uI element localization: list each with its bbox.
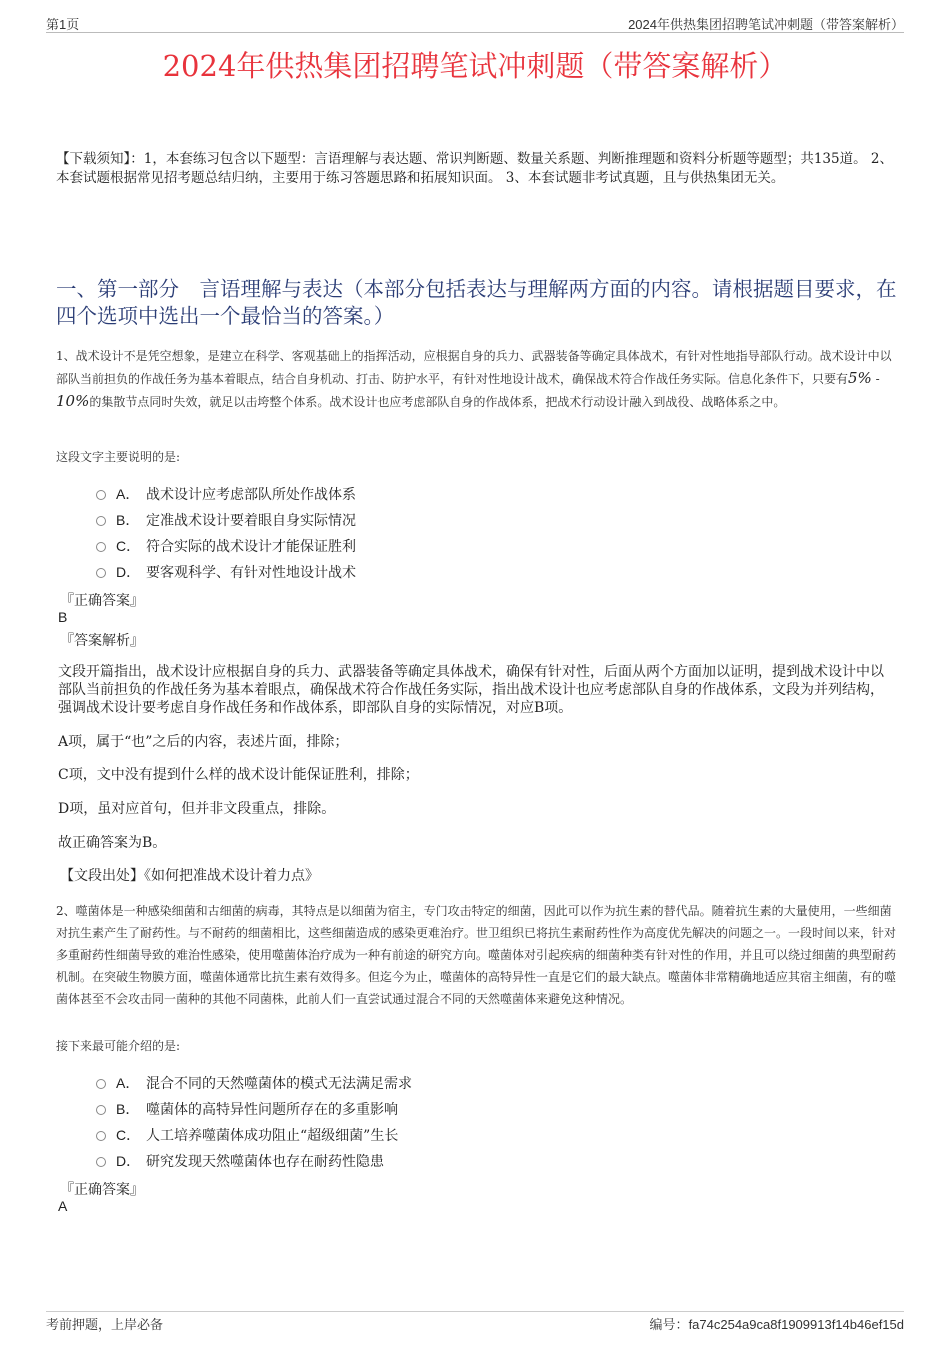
footer-serial	[650, 1314, 904, 1333]
footer-divider	[46, 1311, 904, 1312]
radio-icon[interactable]	[96, 542, 106, 552]
option-text: 人工培养噬菌体成功阻止“超级细菌”生长	[146, 1128, 399, 1144]
q2-answer-label: 『正确答案』	[60, 1182, 144, 1198]
question-1-text	[56, 345, 901, 413]
option-text: 研究发现天然噬菌体也存在耐药性隐患	[146, 1154, 384, 1170]
question-2-text: 2、噬菌体是一种感染细菌和古细菌的病毒，其特点是以细菌为宿主，专门攻击特定的细菌，因此可以作为抗生素的替代品。随着抗生素的大量使用，一些细菌对抗生素产生了耐药性。与不耐药的细菌相比，这些细菌造成的感染更难治疗。世卫组织已将抗生素耐药性作为高度优先解决的问题之一。一段时间以来，针对多重耐药性细菌导致的难治性感染，使用噬菌体治疗成为一种有前途的研究方向。噬菌体对引起疾病的细菌种类有针对性的作用，并且可以绕过细菌的典型耐药机制。在突破生物膜方面，噬菌体通常比抗生素有效得多。但迄今为止，噬菌体的高特异性一直是它们的最大缺点。噬菌体非常精确地适应其宿主细菌，有的噬菌体甚至不会攻击同一菌种的其他不同菌株，此前人们一直尝试通过混合不同的天然噬菌体来避免这种情况。	[56, 904, 897, 1006]
option-letter: A．	[116, 486, 140, 502]
q1-option-a[interactable]	[96, 484, 356, 504]
radio-icon[interactable]	[96, 516, 106, 526]
radio-icon[interactable]	[96, 490, 106, 500]
q1-analysis-label: 『答案解析』	[60, 633, 144, 649]
footer-serial-code: fa74c254a9ca8f1909913f14b46ef15d	[688, 1317, 904, 1332]
footer-slogan: 考前押题，上岸必备	[46, 1318, 164, 1333]
footer-serial-label: 编号：	[649, 1318, 689, 1333]
math-separator: -	[871, 372, 880, 386]
page-title: 2024年供热集团招聘笔试冲刺题（带答案解析）	[162, 49, 788, 83]
header-doc-title: 2024年供热集团招聘笔试冲刺题（带答案解析）	[628, 17, 904, 32]
header-divider	[46, 32, 904, 33]
option-letter: D．	[116, 1153, 141, 1169]
option-text: 战术设计应考虑部队所处作战体系	[146, 487, 356, 503]
q2-answer: A	[58, 1198, 68, 1214]
q1-option-d[interactable]	[96, 562, 356, 582]
q2-option-a[interactable]	[96, 1073, 412, 1093]
option-text: 噬菌体的高特异性问题所存在的多重影响	[146, 1102, 398, 1118]
question-1-text-part1: 1、战术设计不是凭空想象，是建立在科学、客观基础上的指挥活动，应根据自身的兵力、武器装备等确定具体战术，有针对性地指导部队行动。战术设计中以部队当前担负的作战任务为基本着眼点，结合自身机动、打击、防护水平，有针对性地设计战术，确保战术符合作战任务实际。信息化条件下，只要有	[56, 349, 892, 386]
option-text: 符合实际的战术设计才能保证胜利	[146, 539, 356, 555]
option-text: 混合不同的天然噬菌体的模式无法满足需求	[146, 1076, 412, 1092]
option-text: 要客观科学、有针对性地设计战术	[146, 565, 356, 581]
radio-icon[interactable]	[96, 1079, 106, 1089]
q1-answer-label: 『正确答案』	[60, 593, 144, 609]
q2-option-b[interactable]	[96, 1099, 398, 1119]
q1-source: 【文段出处】《如何把准战术设计着力点》	[60, 868, 319, 884]
q2-option-d[interactable]	[96, 1151, 384, 1171]
page-number: 第1页	[46, 17, 80, 32]
option-letter: C．	[116, 538, 141, 554]
option-letter: B．	[116, 512, 140, 528]
download-notice: 【下载须知】：1，本套练习包含以下题型：言语理解与表达题、常识判断题、数量关系题、判断推理题和资料分析题等题型；共135道。 2、本套试题根据常见招考题总结归纳，主要用于练习答题思路和拓展知识面。 3、本套试题非考试真题，且与供热集团无关。	[56, 151, 893, 186]
q2-option-c[interactable]	[96, 1125, 398, 1145]
option-letter: A．	[116, 1075, 140, 1091]
question-1-prompt: 这段文字主要说明的是:	[56, 450, 181, 464]
q1-answer: B	[58, 609, 68, 625]
question-2-prompt: 接下来最可能介绍的是:	[56, 1039, 181, 1053]
radio-icon[interactable]	[96, 1105, 106, 1115]
radio-icon[interactable]	[96, 1157, 106, 1167]
option-letter: D．	[116, 564, 141, 580]
q1-analysis-d: D项，虽对应首句，但并非文段重点，排除。	[58, 801, 336, 817]
option-text: 定准战术设计要着眼自身实际情况	[146, 513, 356, 529]
radio-icon[interactable]	[96, 1131, 106, 1141]
q1-conclusion: 故正确答案为B。	[58, 835, 167, 851]
option-letter: B．	[116, 1101, 140, 1117]
q1-analysis-c: C项，文中没有提到什么样的战术设计能保证胜利，排除；	[58, 767, 419, 783]
q1-option-b[interactable]	[96, 510, 356, 530]
radio-icon[interactable]	[96, 568, 106, 578]
question-1-text-part2: 的集散节点同时失效，就足以击垮整个体系。战术设计也应考虑部队自身的作战体系，把战术行动设计融入到战役、战略体系之中。	[89, 395, 786, 409]
q1-option-c[interactable]	[96, 536, 356, 556]
q1-analysis-a: A项，属于“也”之后的内容，表述片面，排除；	[58, 734, 349, 750]
section-heading: 一、第一部分 言语理解与表达（本部分包括表达与理解两方面的内容。请根据题目要求，在四个选项中选出一个最恰当的答案。）	[56, 277, 897, 328]
q1-analysis: 文段开篇指出，战术设计应根据自身的兵力、武器装备等确定具体战术，确保有针对性，后面从两个方面加以证明，提到战术设计中以部队当前担负的作战任务为基本着眼点，确保战术符合作战任务实际，指出战术设计也应考虑部队自身的作战体系，文段为并列结构，强调战术设计要考虑自身作战任务和作战体系，即部队自身的实际情况，对应B项。	[58, 664, 884, 716]
math-value-a: 5%	[848, 369, 872, 387]
math-value-b: 10%	[56, 392, 90, 410]
option-letter: C．	[116, 1127, 141, 1143]
